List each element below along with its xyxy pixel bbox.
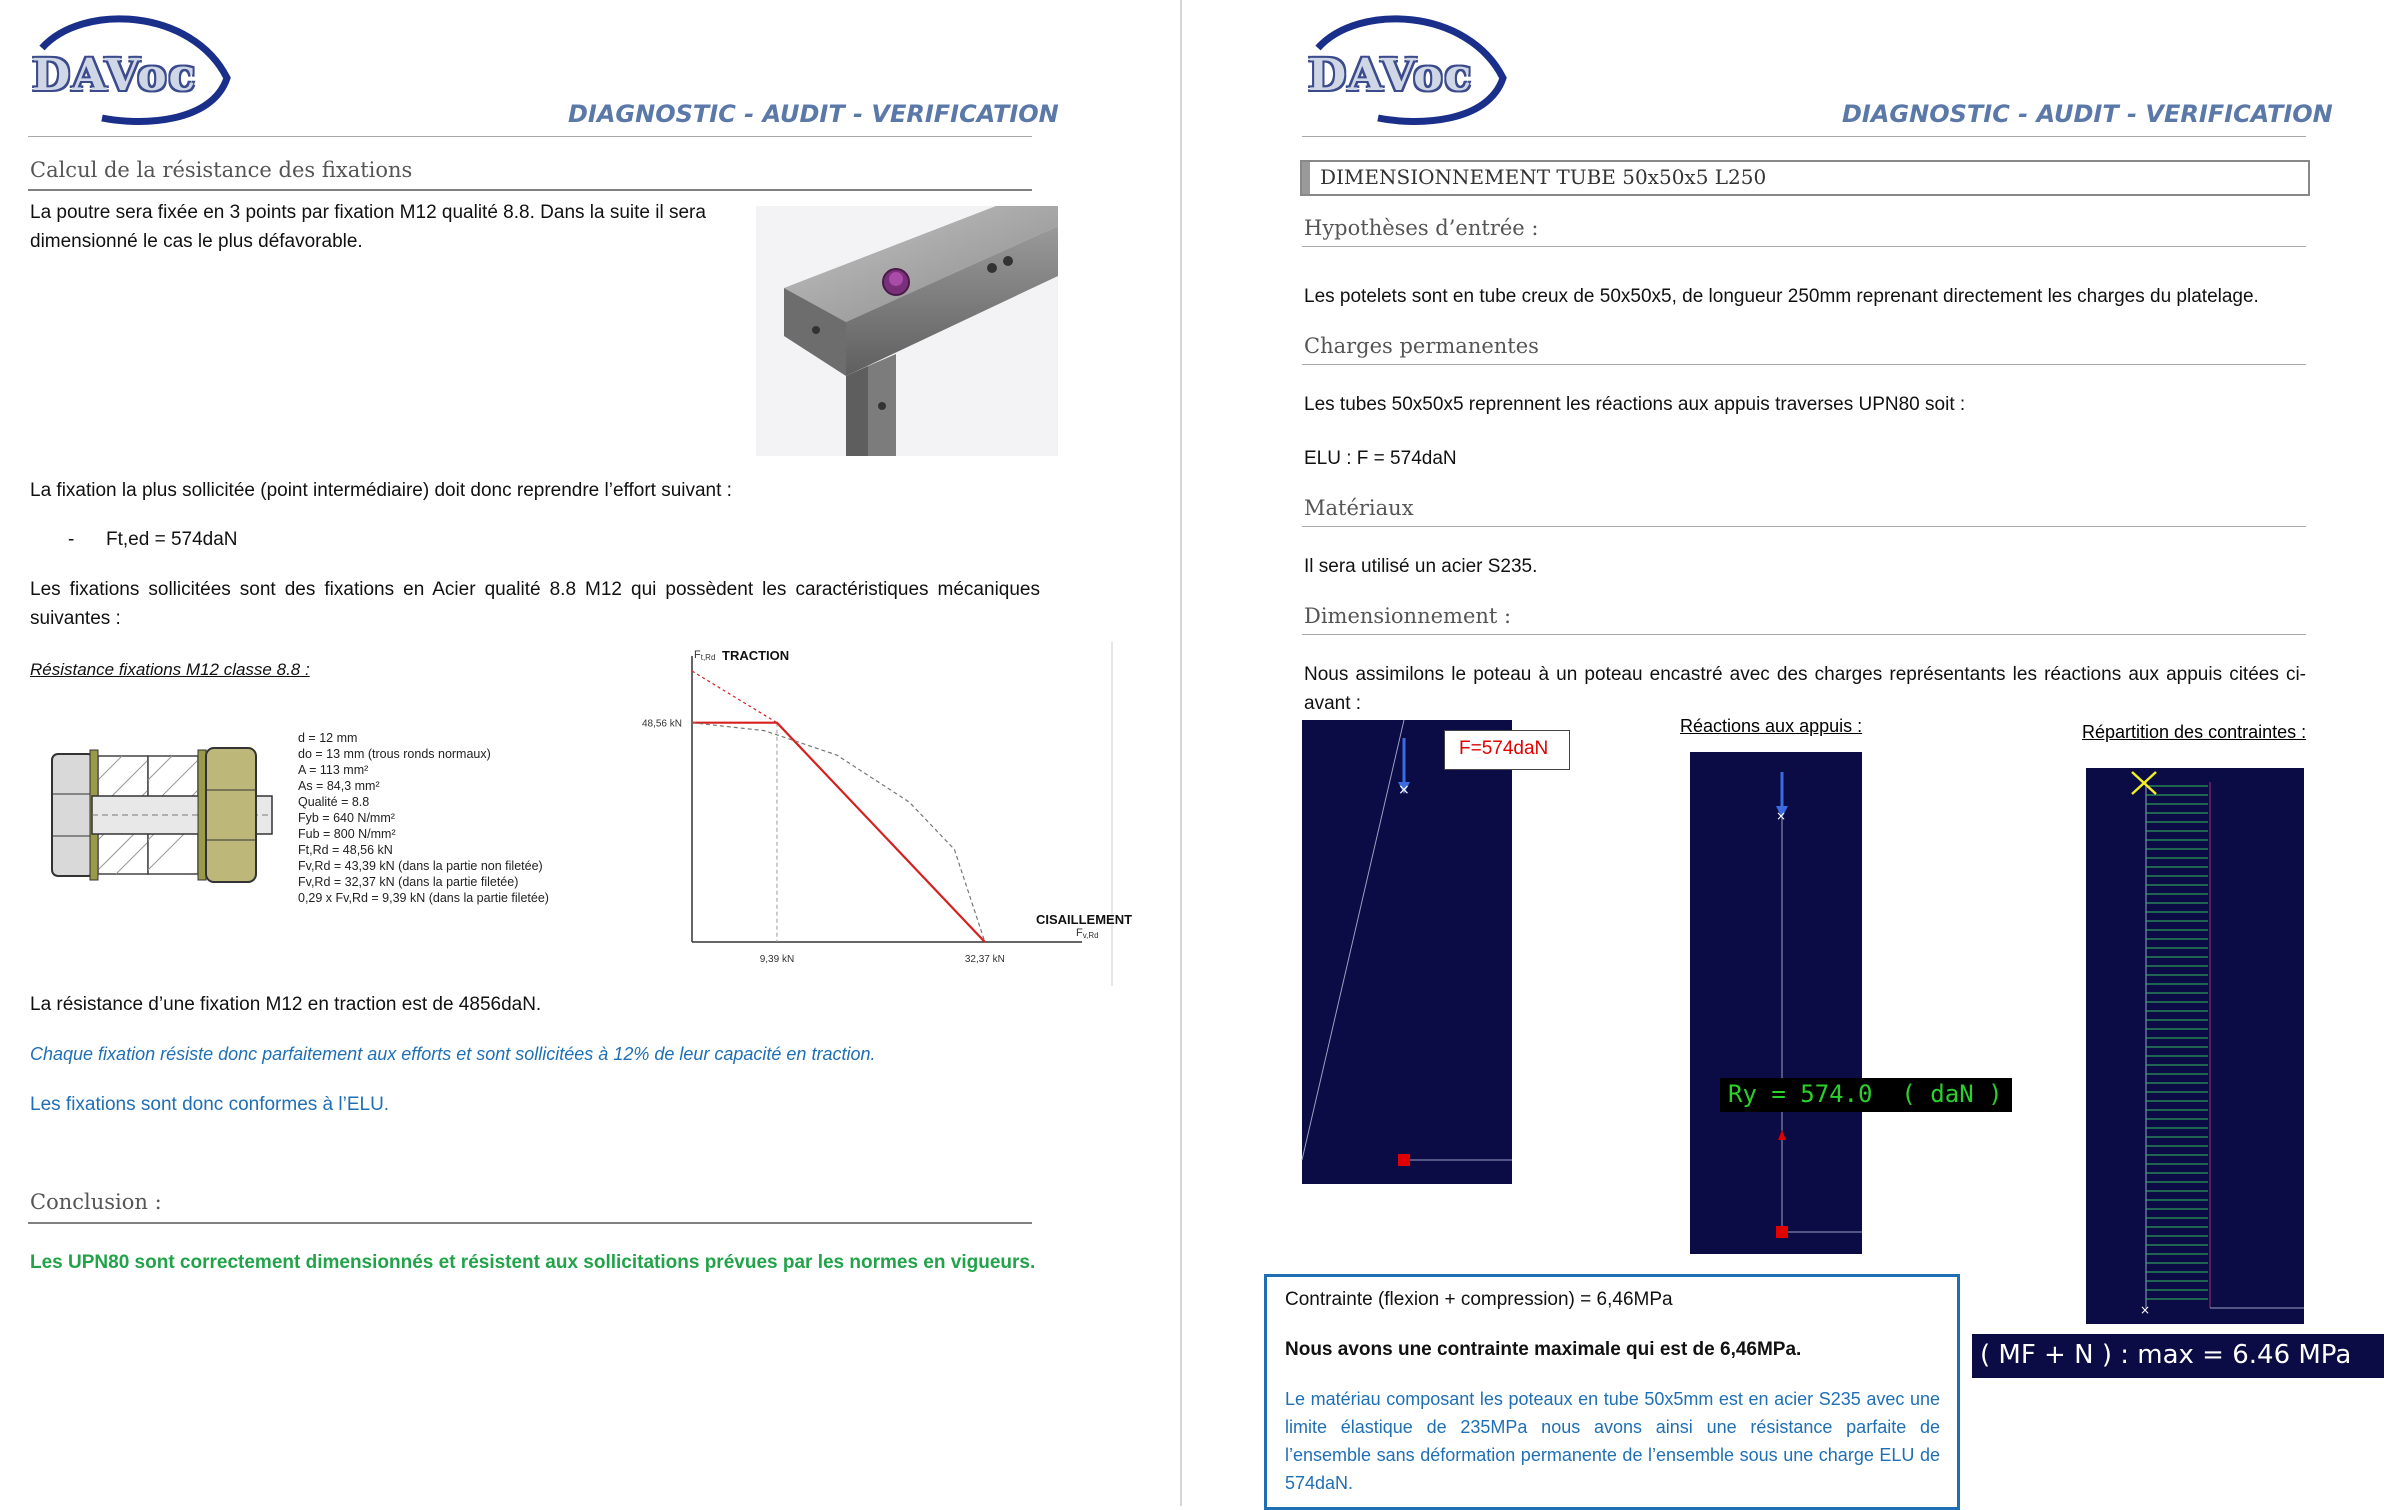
spec-line: As = 84,3 mm² [298, 779, 380, 793]
chart-x-axis-label: Fv,Rd [1076, 927, 1099, 940]
conclusion-title: Conclusion : [30, 1190, 162, 1214]
spec-line: 0,29 x Fv,Rd = 9,39 kN (dans la partie filetée) [298, 891, 549, 905]
logo-text: DAVoc [32, 50, 198, 101]
chart-svg [628, 640, 1133, 990]
dimension-banner [1300, 160, 2310, 196]
spec-line: A = 113 mm² [298, 763, 369, 777]
stress-title: Répartition des contraintes : [2082, 722, 2307, 742]
intro-paragraph: La poutre sera fixée en 3 points par fixation M12 qualité 8.8. Dans la suite il sera dimensionné le cas le plus défavorable. [30, 202, 706, 252]
heading-dimensionnement: Dimensionnement : [1304, 604, 1512, 628]
rule-h3 [1302, 526, 2306, 527]
result-line-stress: Contrainte (flexion + compression) = 6,46MPa [1285, 1289, 1673, 1310]
fem-load-panel [1302, 720, 1512, 1184]
header-rule-left [28, 136, 1032, 137]
svg-text:×: × [2140, 1303, 2151, 1317]
bolt-drawing [46, 740, 286, 890]
fem-reactions-panel [1690, 752, 1862, 1254]
spec-line: Fub = 800 N/mm² [298, 827, 396, 841]
chart-series-linear-extension [692, 671, 777, 723]
spec-line: Fv,Rd = 32,37 kN (dans la partie filetée) [298, 875, 519, 889]
banner-title: DIMENSIONNEMENT TUBE 50x50x5 L250 [1320, 165, 1767, 189]
rule-h1 [1302, 246, 2306, 247]
bullet-dash: - [68, 529, 75, 550]
chart-title: TRACTION [722, 648, 790, 663]
force-label-box [1444, 730, 1570, 770]
result-line-conclusion: Le matériau composant les poteaux en tube 50x5mm est en acier S235 avec une limite élastique de 235MPa nous avons ainsi une résistance parfaite de l’ensemble sans déformation permanente de l’ensemble sous une charge ELU de 574daN. [1285, 1389, 1940, 1493]
line-resistance: La résistance d’une fixation M12 en traction est de 4856daN. [30, 994, 542, 1015]
paragraph-dimensionnement: Nous assimilons le poteau à un poteau encastré avec des charges représentants les réactions aux appuis citées ci-avant : [1304, 664, 2306, 714]
section-rule [28, 189, 1032, 191]
reaction-value: Ry = 574.0 ( daN ) [1728, 1080, 2003, 1108]
bullet-ft-ed: Ft,ed = 574daN [106, 529, 238, 550]
force-label: F=574daN [1459, 738, 1549, 759]
result-box [1264, 1274, 1960, 1510]
paragraph-charges: Les tubes 50x50x5 reprennent les réactions aux appuis traverses UPN80 soit : [1304, 394, 1966, 415]
chart-x-tick-label: 9,39 kN [759, 954, 795, 965]
line-effort: La fixation la plus sollicitée (point intermédiaire) doit donc reprendre l’effort suivant : [30, 480, 732, 501]
page-divider [1180, 0, 1182, 1506]
davoc-logo-left [22, 8, 232, 128]
header-title-right: DIAGNOSTIC - AUDIT - VERIFICATION [1842, 100, 2333, 128]
fem-stress-panel [2086, 768, 2304, 1324]
blue-statement-2: Les fixations sont donc conformes à l’ELU. [30, 1094, 390, 1115]
chart-ylabel: Ft,Rd [694, 649, 716, 662]
chart-series-elliptic [692, 723, 985, 942]
beam-render-image [756, 206, 1058, 456]
conclusion-text: Les UPN80 sont correctement dimensionnés et résistent aux sollicitations prévues par les normes en vigueurs. [30, 1252, 1036, 1273]
rule-h4 [1302, 634, 2306, 635]
spec-line: Fyb = 640 N/mm² [298, 811, 395, 825]
spec-line: do = 13 mm (trous ronds normaux) [298, 747, 491, 761]
rule-h2 [1302, 364, 2306, 365]
spec-line: d = 12 mm [298, 731, 358, 745]
header-rule-right [1302, 136, 2306, 137]
section-title-fixations: Calcul de la résistance des fixations [30, 158, 413, 182]
blue-statement-1: Chaque fixation résiste donc parfaitement aux efforts et sont sollicitées à 12% de leur capacité en traction. [30, 1044, 876, 1064]
chart-y-tick-label: 48,56 kN [641, 718, 682, 730]
chart-x-tick-label: 32,37 kN [964, 954, 1005, 965]
banner-accent [1302, 162, 1310, 194]
paragraph-materiaux: Il sera utilisé un acier S235. [1304, 556, 1538, 577]
heading-hypotheses: Hypothèses d’entrée : [1304, 216, 1539, 240]
chart-xlabel: CISAILLEMENT [1036, 912, 1133, 927]
heading-materiaux: Matériaux [1304, 496, 1414, 520]
conclusion-rule [28, 1222, 1032, 1224]
line-characteristics: Les fixations sollicitées sont des fixations en Acier qualité 8.8 M12 qui possèdent les caractéristiques mécaniques suivantes : [30, 579, 1040, 629]
stress-value-box [1972, 1334, 2384, 1378]
spec-line: Ft,Rd = 48,56 kN [298, 843, 393, 857]
svg-text:×: × [1776, 809, 1787, 823]
header-title-left: DIAGNOSTIC - AUDIT - VERIFICATION [568, 100, 1059, 128]
reaction-value-box [1720, 1078, 2012, 1112]
spec-line: Fv,Rd = 43,39 kN (dans la partie non filetée) [298, 859, 543, 873]
heading-charges: Charges permanentes [1304, 334, 1539, 358]
logo-text: DAVoc [1308, 50, 1474, 101]
result-line-max: Nous avons une contrainte maximale qui est de 6,46MPa. [1285, 1339, 1802, 1360]
traction-shear-chart [628, 640, 1133, 990]
stress-value: ( MF + N ) : max = 6.46 MPa [1980, 1340, 2352, 1370]
svg-text:×: × [1398, 782, 1410, 798]
paragraph-elu: ELU : F = 574daN [1304, 448, 1457, 469]
resistance-label: Résistance fixations M12 classe 8.8 : [30, 660, 310, 679]
davoc-logo-right [1298, 8, 1508, 128]
spec-line: Qualité = 8.8 [298, 795, 370, 809]
reactions-title: Réactions aux appuis : [1680, 716, 1863, 736]
paragraph-hypotheses: Les potelets sont en tube creux de 50x50x5, de longueur 250mm reprenant directement les charges du platelage. [1304, 286, 2259, 307]
